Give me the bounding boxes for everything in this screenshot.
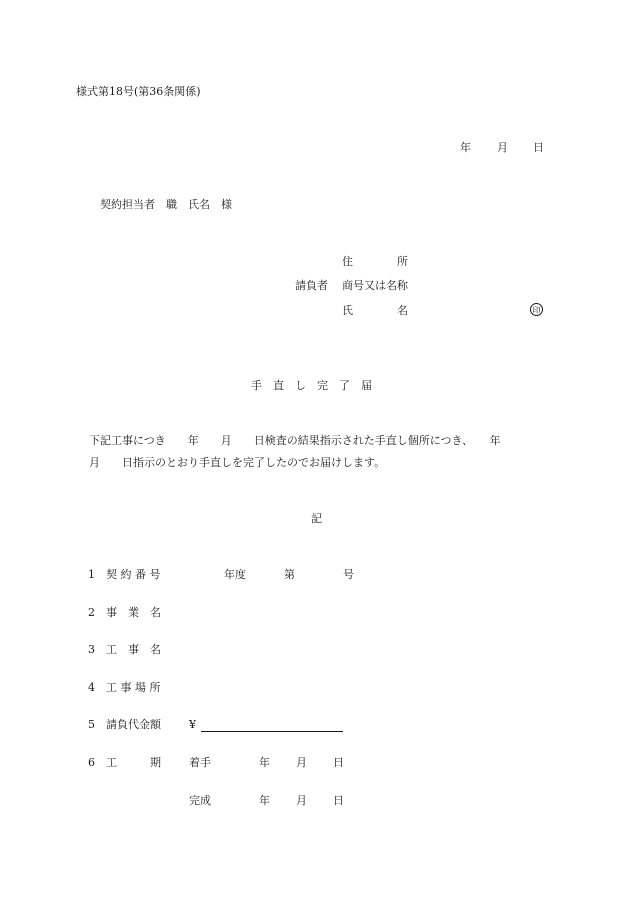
item-5-label: 請負代金額	[106, 718, 161, 731]
contract-amount-underline	[201, 731, 343, 732]
ki-heading: 記	[311, 512, 322, 525]
date-month: 月	[497, 141, 508, 154]
start-month: 月	[296, 756, 307, 769]
item-2-number: 2	[88, 606, 95, 619]
item-3-number: 3	[88, 643, 95, 656]
seal-mark: 印	[530, 303, 543, 316]
date-year: 年	[460, 141, 471, 154]
end-day: 日	[333, 794, 344, 807]
item-1-go: 号	[343, 568, 354, 581]
item-6-number: 6	[88, 756, 95, 769]
body-line-1: 下記工事につき 年 月 日検査の結果指示された手直し個所につき、 年	[89, 434, 501, 447]
address-label: 住 所	[342, 255, 408, 268]
start-label: 着手	[189, 756, 211, 769]
item-1-dai: 第	[284, 568, 295, 581]
body-line-2: 月 日指示のとおり手直しを完了したのでお届けします。	[89, 456, 386, 469]
name-label: 氏 名	[342, 304, 408, 317]
end-year: 年	[259, 794, 270, 807]
item-2-label: 事 業 名	[106, 606, 161, 619]
start-year: 年	[259, 756, 270, 769]
item-5-number: 5	[88, 718, 95, 731]
start-day: 日	[333, 756, 344, 769]
form-number: 様式第18号(第36条関係)	[76, 85, 201, 98]
item-1-label: 契 約 番 号	[106, 568, 161, 581]
item-1-number: 1	[88, 568, 95, 581]
item-3-label: 工 事 名	[106, 643, 161, 656]
item-1-nendo: 年度	[224, 568, 246, 581]
item-6-label: 工 期	[106, 756, 161, 769]
item-4-label: 工 事 場 所	[106, 681, 161, 694]
end-label: 完成	[189, 794, 211, 807]
item-5-currency: ¥	[189, 718, 196, 731]
date-day: 日	[533, 141, 544, 154]
document-title: 手 直 し 完 了 届	[251, 379, 372, 392]
contractor-role-label: 請負者	[295, 279, 328, 292]
company-name-label: 商号又は名称	[342, 279, 408, 292]
end-month: 月	[296, 794, 307, 807]
item-4-number: 4	[88, 681, 95, 694]
addressee: 契約担当者 職 氏名 様	[100, 198, 232, 211]
